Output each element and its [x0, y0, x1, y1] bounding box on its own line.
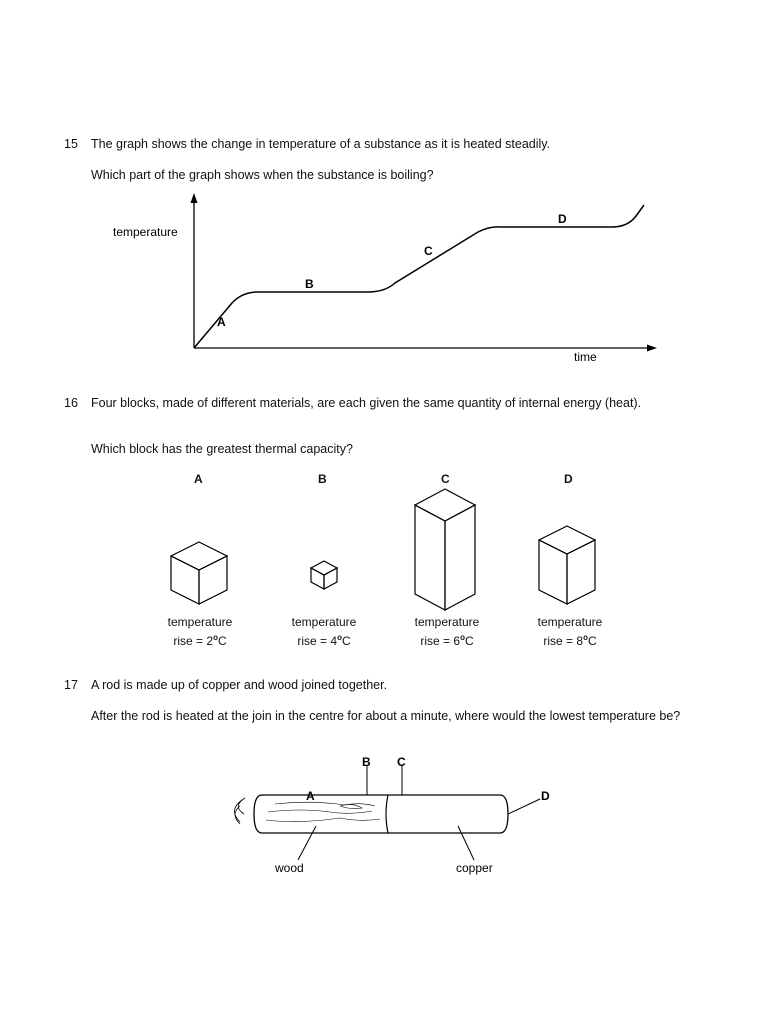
block-c-caption: temperature rise = $6^oC$ [414, 615, 480, 648]
block-d-caption: temperature rise = $8^oC$ [537, 615, 603, 648]
rod-label-a: A [306, 789, 315, 803]
copper-label: copper [456, 861, 493, 875]
question-16-number: 16 [64, 396, 78, 410]
wood-end-rings [234, 798, 245, 824]
question-15-prompt: Which part of the graph shows when the substance is boiling? [91, 168, 434, 182]
rod-label-d: D [541, 789, 550, 803]
leader-copper [458, 826, 474, 860]
block-c-label: C [441, 472, 450, 486]
wood-label: wood [275, 861, 304, 875]
question-16-stem: Four blocks, made of different materials, are each given the same quantity of internal energy (heat). [91, 396, 642, 410]
question-17-number: 17 [64, 678, 78, 692]
wood-section [254, 795, 388, 833]
question-17-prompt: After the rod is heated at the join in the centre for about a minute, where would the lowest temperature be? [91, 709, 681, 723]
question-15-stem: The graph shows the change in temperature of a substance as it is heated steadily. [91, 137, 551, 151]
graph-label-c: C [424, 244, 433, 258]
question-16-prompt: Which block has the greatest thermal capacity? [91, 442, 353, 456]
rod-label-c: C [397, 755, 406, 769]
block-b-caption: temperature rise = $4^oC$ [291, 615, 357, 648]
rod-label-b: B [362, 755, 371, 769]
block-a-label: A [194, 472, 203, 486]
question-15-number: 15 [64, 137, 78, 151]
block-b-label: B [318, 472, 327, 486]
y-axis-label: temperature [113, 225, 178, 239]
graph-label-b: B [305, 277, 314, 291]
graph-label-d: D [558, 212, 567, 226]
graph-label-a: A [217, 315, 226, 329]
leader-wood [298, 826, 316, 860]
leader-d [508, 799, 540, 814]
rod-joint [386, 795, 388, 833]
wood-grain [266, 802, 380, 821]
block-a-caption: temperature rise = $2^oC$ [167, 615, 233, 648]
block-d-label: D [564, 472, 573, 486]
x-axis-label: time [574, 350, 597, 364]
copper-section [388, 795, 508, 833]
question-17-stem: A rod is made up of copper and wood joined together. [91, 678, 388, 692]
